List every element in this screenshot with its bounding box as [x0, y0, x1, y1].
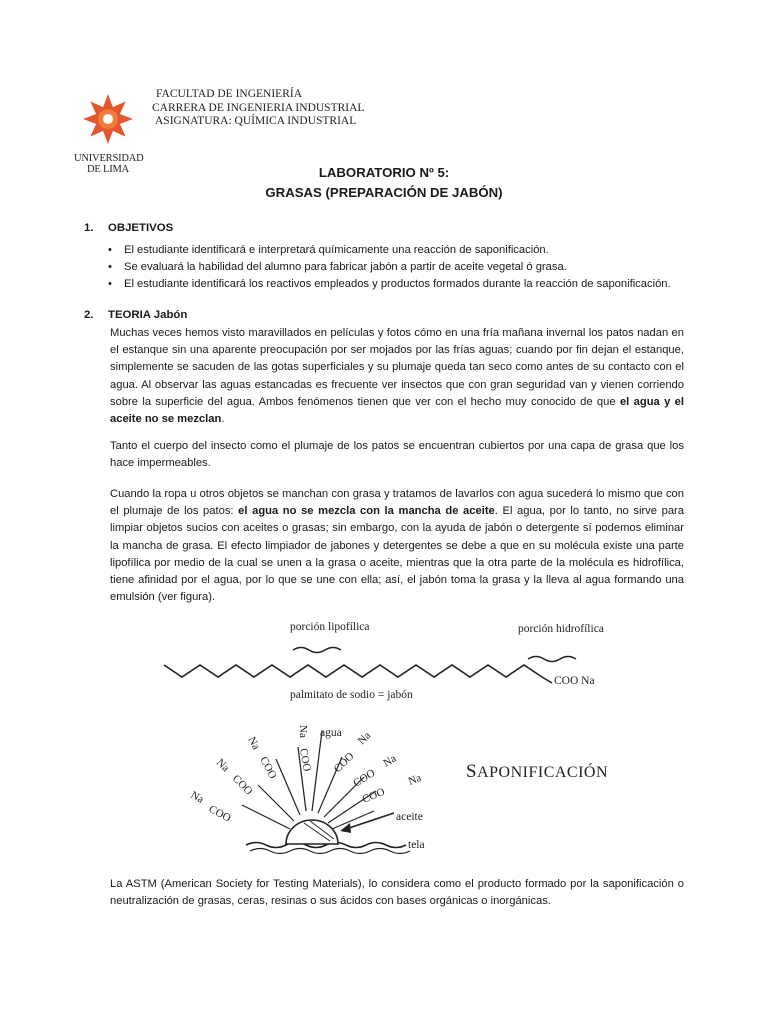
institution-block	[152, 88, 364, 129]
university-logo	[74, 92, 142, 175]
ray-label-na: Na	[188, 789, 206, 806]
logo-line1: UNIVERSIDAD	[74, 153, 144, 164]
ray-label-coo: COO	[257, 754, 279, 781]
paragraph-2: Tanto el cuerpo del insecto como el plumaje de los patos se encuentran cubiertos por una capa de grasa que los hace impermeables.	[110, 440, 684, 470]
list-item: • El estudiante identificará los reactivos empleados y productos formados durante la reacción de saponificación.	[108, 278, 671, 290]
star-logo-icon	[74, 92, 142, 146]
figure-drawing	[160, 615, 620, 865]
ray-label-coo: COO	[229, 772, 255, 798]
label-tela: tela	[408, 839, 425, 851]
logo-line2: DE LIMA	[86, 164, 130, 175]
ray-label-na: Na	[213, 756, 232, 775]
ray-label-na: Na	[381, 752, 399, 770]
list-item: • El estudiante identificará e interpretará químicamente una reacción de saponificación.	[108, 244, 549, 256]
subject-line: ASIGNATURA: QUÍMICA INDUSTRIAL	[155, 115, 357, 127]
saponificacion-heading: SAPONIFICACIÓN	[466, 761, 609, 782]
label-aceite: aceite	[396, 811, 423, 823]
brace-hidro	[528, 657, 576, 662]
ray-label-coo: COO	[360, 785, 387, 806]
ray-label-na: Na	[297, 725, 309, 738]
paragraph-1: Muchas veces hemos visto maravillados en películas y fotos cómo en una fría mañana invernal los patos nadan en el estanque sin una aparente preocupación por ser mojados por las frías aguas; cuando por fin dejan el estanque, simplemente se sacuden de las gotas superficiales y su plumaje queda tan seco como antes de su contacto con el agua. Al observar las aguas estancadas es frecuente ver insectos que con gran seguridad van y vienen corriendo sobre la superficie del agua. Ambos fenómenos tienen que ver con el hecho muy conocido de que el agua y el aceite no se mezclan.	[110, 327, 684, 426]
paragraph-4: La ASTM (American Society for Testing Materials), lo considera como el producto formado por la saponificación o neutralización de grasas, ceras, resinas o sus ácidos con bases orgánicas o inorgánicas.	[110, 878, 684, 908]
objectives-list	[108, 242, 671, 293]
lab-subtitle: GRASAS (PREPARACIÓN DE JABÓN)	[265, 185, 503, 200]
section1-heading: OBJETIVOS	[108, 222, 174, 234]
hydrocarbon-chain	[164, 665, 552, 683]
ray-label-na: Na	[355, 729, 374, 748]
lab-title: LABORATORIO Nº 5:	[318, 165, 450, 180]
section2-number: 2.	[84, 309, 94, 321]
ray-label-coo: COO	[351, 767, 378, 790]
career-line: CARRERA DE INGENIERIA INDUSTRIAL	[152, 101, 365, 114]
brace-lipo	[293, 648, 341, 653]
ray-label-coo: COO	[331, 750, 357, 776]
ray-label-na: Na	[245, 734, 262, 752]
ray-label-coo: COO	[297, 747, 313, 773]
ray-label-na: Na	[406, 771, 424, 788]
list-item: • Se evaluará la habilidad del alumno para fabricar jabón a partir de aceite vegetal ó grasa.	[108, 261, 567, 273]
section2-heading: TEORIA Jabón	[108, 309, 188, 321]
aceite-arrow	[346, 813, 394, 829]
label-hydrophilic: porción hidrofílica	[518, 623, 604, 635]
paragraph-3: Cuando la ropa u otros objetos se manchan con grasa y tratamos de lavarlos con agua sucederá lo mismo que con el plumaje de los patos: el agua no se mezcla con la mancha de aceite. El agua, por lo tanto, no sirve para limpiar objetos sucios con aceites o grasas; sin embargo, con la ayuda de jabón o detergente sí podemos eliminar la mancha de grasa. El efecto limpiador de jabones y detergentes se debe a que en su molécula existe una parte lipofílica por medio de la cual se unen a la grasa o aceite, mientras que la otra parte de la molécula es hidrofílica, tiene afinidad por el agua, por lo que se une con ella; así, el jabón toma la grasa y la lleva al agua formando una emulsión (ver figura).	[110, 488, 684, 604]
label-agua: agua	[320, 727, 342, 739]
oil-droplet	[286, 820, 338, 844]
section1-number: 1.	[84, 222, 94, 234]
label-palmitato: palmitato de sodio = jabón	[290, 689, 413, 701]
faculty-line: FACULTAD DE INGENIERÍA	[156, 88, 303, 100]
label-coo-na: COO Na	[554, 675, 595, 687]
label-lipophilic: porción lipofílica	[290, 621, 370, 633]
soap-molecule-figure	[160, 615, 620, 865]
ray-label-coo: COO	[206, 803, 233, 825]
